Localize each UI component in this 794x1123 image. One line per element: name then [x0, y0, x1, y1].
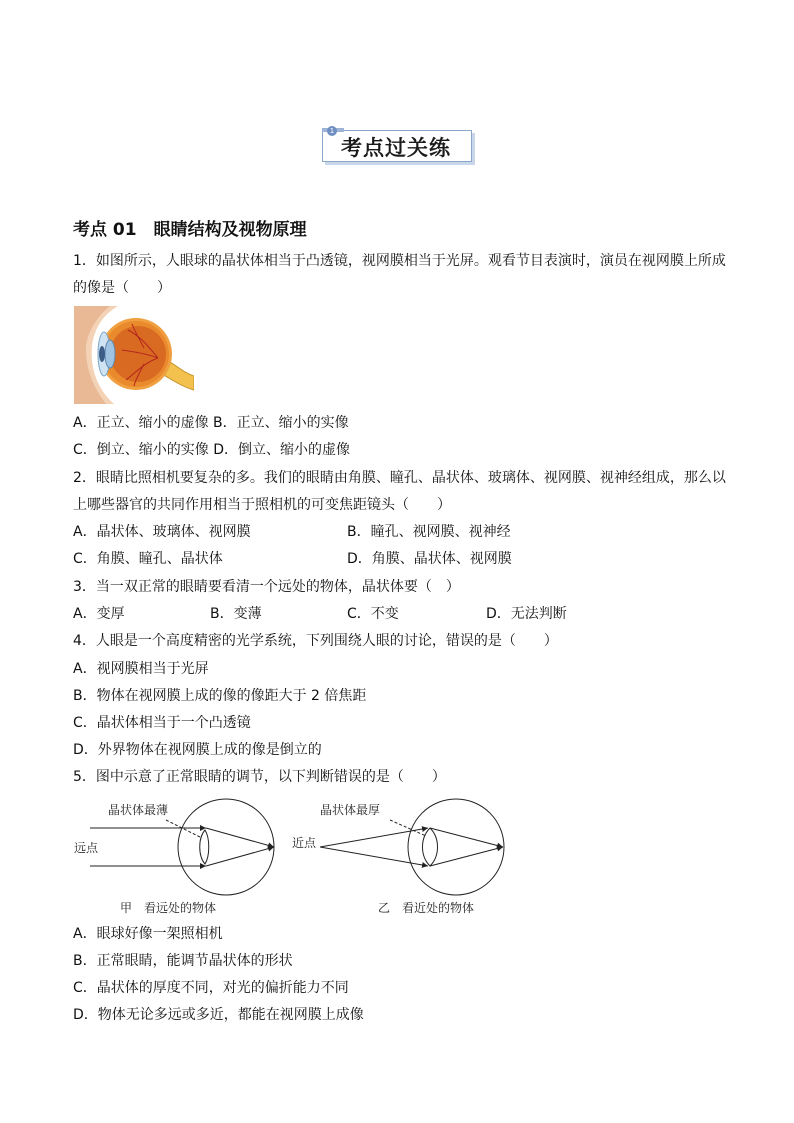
q2-stem-line1: 2．眼睛比照相机要复杂的多。我们的眼睛由角膜、瞳孔、晶状体、玻璃体、视网膜、视神经组成，那么以: [73, 470, 726, 486]
q5-option-c: C．晶状体的厚度不同，对光的偏折能力不同: [73, 980, 349, 996]
q3-option-a: A．变厚: [73, 606, 125, 622]
right-lens-thick: [423, 828, 438, 866]
q3-option-d: D．无法判断: [486, 606, 567, 622]
q4-stem: 4．人眼是一个高度精密的光学系统，下列围绕人眼的讨论，错误的是（ ）: [73, 633, 558, 649]
banner-title: 考点过关练: [341, 136, 451, 160]
section-title: 考点 01 眼睛结构及视物原理: [73, 220, 307, 240]
q1-stem-line2: 的像是（ ）: [73, 280, 171, 296]
far-point-label: 远点: [74, 841, 99, 855]
q1-option-cd: C．倒立、缩小的实像 D．倒立、缩小的虚像: [73, 442, 351, 458]
near-point-label: 近点: [292, 836, 317, 850]
q5-option-a: A．眼球好像一架照相机: [73, 926, 223, 942]
q4-option-c: C．晶状体相当于一个凸透镜: [73, 715, 251, 731]
left-caption: 甲 看远处的物体: [120, 901, 217, 915]
q2-option-c: C．角膜、瞳孔、晶状体: [73, 551, 223, 567]
q2-stem-line2: 上哪些器官的共同作用相当于照相机的可变焦距镜头（ ）: [73, 497, 451, 513]
lens: [105, 340, 115, 368]
q3-option-c: C．不变: [347, 606, 399, 622]
right-refracted-bottom: [430, 847, 503, 866]
left-lens-label: 晶状体最薄: [108, 803, 169, 817]
left-lens-thin: [200, 830, 209, 864]
banner-badge: 1: [327, 126, 337, 136]
q4-option-a: A．视网膜相当于光屏: [73, 661, 209, 677]
right-lens-label: 晶状体最厚: [320, 803, 381, 817]
q5-option-b: B．正常眼睛，能调节晶状体的形状: [73, 953, 293, 969]
iris: [99, 346, 105, 362]
q1-stem-line1: 1．如图所示，人眼球的晶状体相当于凸透镜，视网膜相当于光屏。观看节目表演时，演员在视网膜上所成: [73, 253, 726, 269]
q4-option-d: D．外界物体在视网膜上成的像是倒立的: [73, 742, 322, 758]
q2-option-b: B．瞳孔、视网膜、视神经: [347, 524, 511, 540]
q2-option-d: D．角膜、晶状体、视网膜: [347, 551, 512, 567]
left-eyeball: [178, 799, 274, 895]
left-refracted-top: [206, 828, 274, 847]
choroid: [110, 326, 166, 382]
left-refracted-bottom: [206, 847, 274, 866]
q3-option-b: B．变薄: [210, 606, 262, 622]
eye-accommodation-figure: [70, 792, 520, 922]
q3-stem: 3．当一双正常的眼睛要看清一个远处的物体，晶状体要（ ）: [73, 579, 460, 595]
q1-option-ab: A．正立、缩小的虚像 B．正立、缩小的实像: [73, 415, 349, 431]
eyeball-illustration: [74, 306, 194, 404]
q5-stem: 5．图中示意了正常眼睛的调节，以下判断错误的是（ ）: [73, 769, 446, 785]
right-caption: 乙 看近处的物体: [378, 901, 475, 915]
right-ray-top: [320, 828, 428, 847]
q5-option-d: D．物体无论多远或多近，都能在视网膜上成像: [73, 1007, 364, 1023]
section-banner: [316, 126, 474, 166]
left-leader-line: [166, 820, 202, 838]
q2-option-a: A．晶状体、玻璃体、视网膜: [73, 524, 251, 540]
right-ray-bottom: [320, 847, 428, 866]
q4-option-b: B．物体在视网膜上成的像的像距大于 2 倍焦距: [73, 688, 367, 704]
right-refracted-top: [430, 828, 503, 847]
